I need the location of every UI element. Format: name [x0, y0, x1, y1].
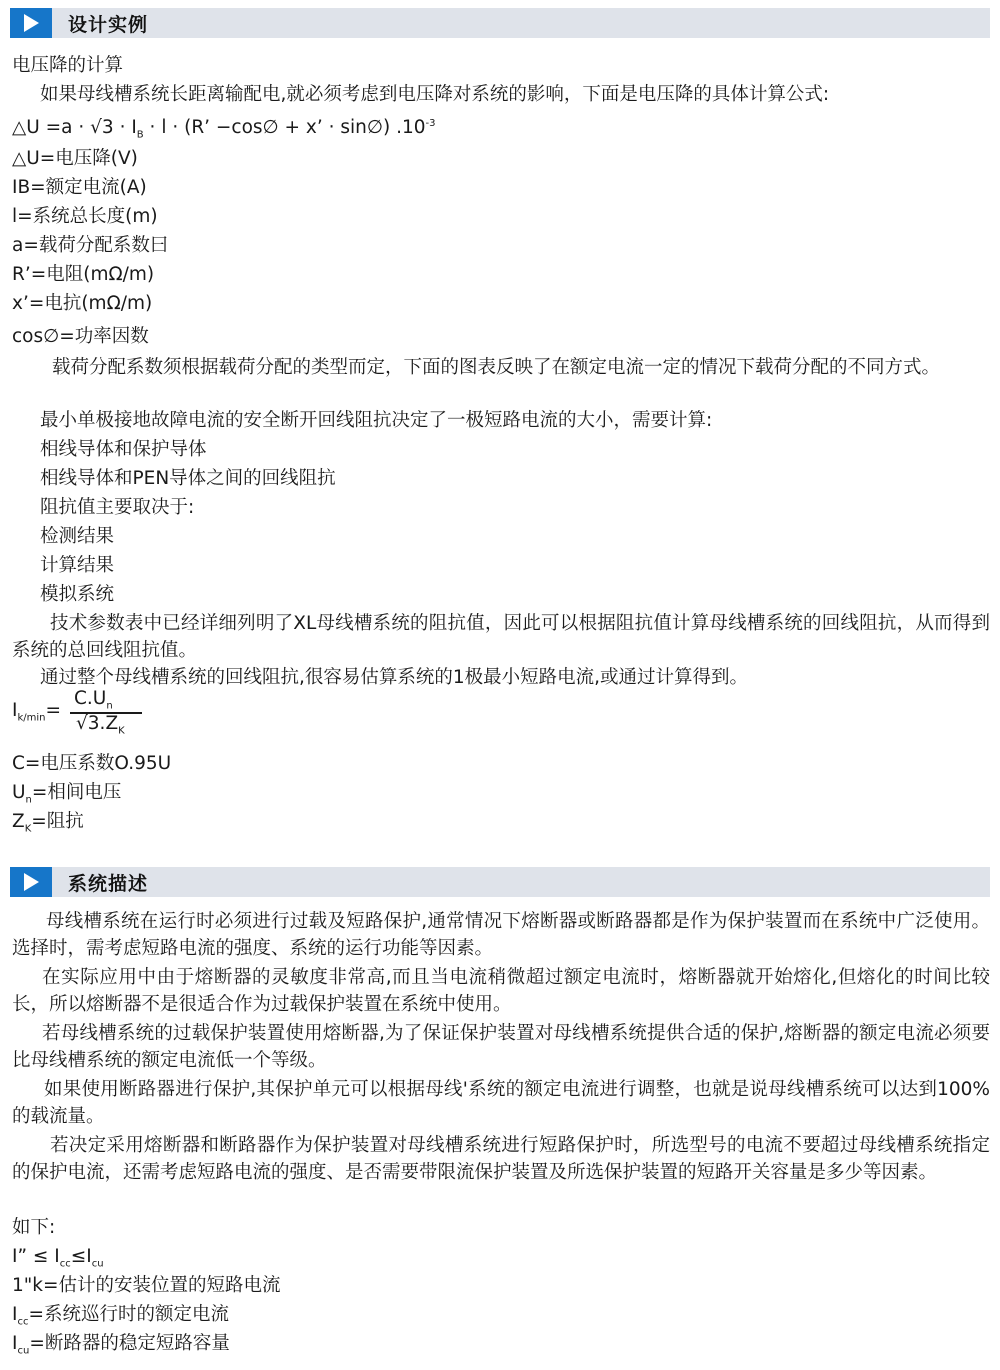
section-title: 系统描述	[68, 872, 149, 895]
paragraph-fuse-sensitivity: 在实际应用中由于熔断器的灵敏度非常高,而且当电流稍微超过额定电流时，熔断器就开始熔化,但熔化的时间比较长，所以熔断器不是很适合作为过载保护装置在系统中使用。	[12, 967, 990, 1015]
paragraph-fault-current: 最小单极接地故障电流的安全断开回线阻抗决定了一极短路电流的大小，需要计算:	[40, 410, 713, 431]
play-icon	[10, 8, 52, 38]
short-circuit-formula	[12, 688, 212, 738]
definition-item: a=载荷分配系数曰	[12, 235, 169, 256]
rule-definition: $I_{cc}=$系统巡行时的额定电流	[12, 1304, 229, 1328]
play-icon	[10, 867, 52, 897]
rule-heading: 如下:	[12, 1217, 56, 1238]
paragraph-load-distribution: 载荷分配系数须根据载荷分配的类型而定，下面的图表反映了在额定电流一定的情况下载荷分配的不同方式。	[52, 357, 941, 378]
definition-item: x’=电抗(mΩ/m)	[12, 293, 153, 314]
list-item: 相线导体和PEN导体之间的回线阻抗	[40, 468, 336, 489]
definition-item: R’=电阻(mΩ/m)	[12, 264, 155, 285]
list-item: 模拟系统	[40, 584, 115, 605]
definition-item: △U=电压降(V)	[12, 148, 138, 169]
variable-definition: $U_n=$相间电压	[12, 782, 122, 806]
section-header-system-description	[10, 867, 990, 897]
section-title: 设计实例	[68, 13, 149, 36]
rule-inequality: I” ≤ $I_{cc}\le I_{cu}$	[12, 1246, 104, 1270]
list-item: 检测结果	[40, 526, 115, 547]
paragraph-breaker: 如果使用断路器进行保护,其保护单元可以根据母线'系统的额定电流进行调整，也就是说母线槽系统可以达到100%的载流量。	[12, 1079, 990, 1127]
variable-definition: C=电压系数O.95U	[12, 753, 172, 774]
definition-item: IB=额定电流(A)	[12, 177, 147, 198]
intro-text: 如果母线槽系统长距离输配电,就必须考虑到电压降对系统的影响，下面是电压降的具体计算公式:	[40, 84, 830, 105]
formula-lhs: $I_{k/min}=$	[12, 700, 62, 724]
paragraph-protection: 母线槽系统在运行时必须进行过载及短路保护,通常情况下熔断器或断路器都是作为保护装置而在系统中广泛使用。选择时，需考虑短路电流的强度、系统的运行功能等因素。	[12, 911, 990, 959]
formula-denominator: $√3.Z_K$	[76, 713, 125, 737]
voltage-drop-formula: △U $=a \cdot √3 \cdot I_B \cdot l \cdot (R$’ −cos∅ + x’ · sin∅) $.10^{-3}$	[12, 117, 436, 141]
paragraph-min-short-circuit: 通过整个母线槽系统的回线阻抗,很容易估算系统的1极最小短路电流,或通过计算得到。	[40, 667, 749, 688]
rule-definition: $I_{cu}=$断路器的稳定短路容量	[12, 1333, 230, 1357]
paragraph-fuse-rating: 若母线槽系统的过载保护装置使用熔断器,为了保证保护装置对母线槽系统提供合适的保护,熔断器的额定电流必须要比母线槽系统的额定电流低一个等级。	[12, 1023, 990, 1071]
list-item: 相线导体和保护导体	[40, 439, 207, 460]
heading-voltage-drop: 电压降的计算	[12, 55, 124, 76]
rule-definition: 1"k=估计的安装位置的短路电流	[12, 1275, 281, 1296]
section-header-design-example	[10, 8, 990, 38]
paragraph-short-circuit-protection: 若决定采用熔断器和断路器作为保护装置对母线槽系统进行短路保护时，所选型号的电流不要超过母线槽系统指定的保护电流，还需考虑短路电流的强度、是否需要带限流保护装置及所选保护装置的短路开关容量是多少等因素。	[12, 1135, 990, 1183]
paragraph-impedance-table: 技术参数表中已经详细列明了XL母线槽系统的阻抗值，因此可以根据阻抗值计算母线槽系统的回线阻抗，从而得到系统的总回线阻抗值。	[12, 613, 990, 661]
list-item: 计算结果	[40, 555, 115, 576]
depends-on-label: 阻抗值主要取决于:	[40, 497, 195, 518]
formula-numerator: $C.U_n$	[74, 688, 113, 712]
definition-item: cos∅=功率因数	[12, 326, 149, 347]
definition-item: l=系统总长度(m)	[12, 206, 158, 227]
variable-definition: $Z_K=$阻抗	[12, 811, 84, 835]
